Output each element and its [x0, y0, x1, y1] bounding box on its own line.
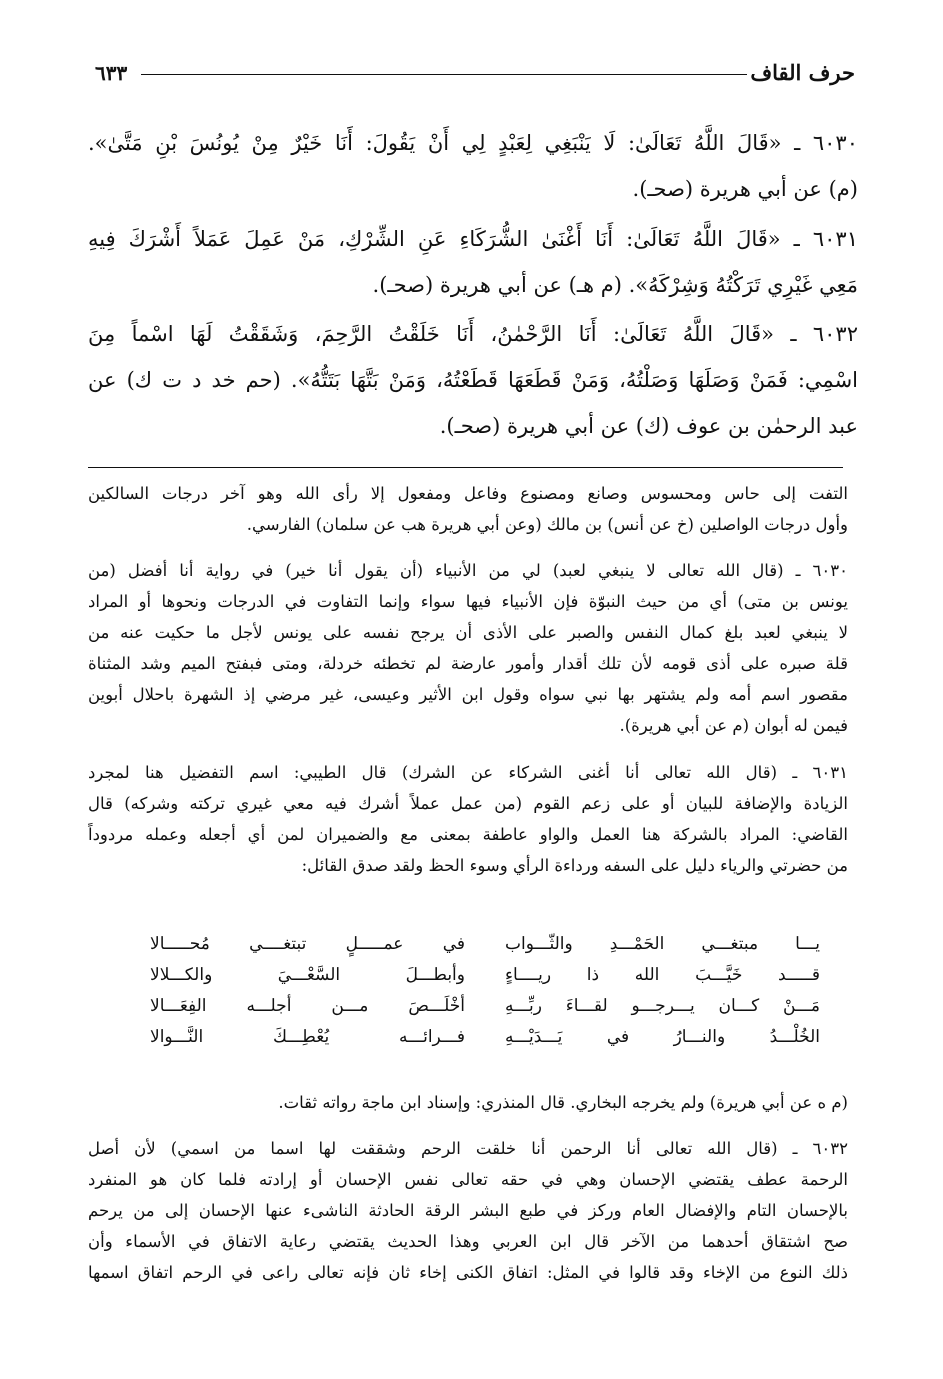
commentary-6032 [88, 1133, 848, 1288]
verse-right-hemistich: مَـــنْ كـــان يـــرجـــو لقـــاءَ ربِّـــهِ [505, 996, 820, 1016]
header-rule [141, 74, 747, 75]
commentary-line: فيمن له أبوان (م عن أبي هريرة). [619, 716, 848, 735]
hadith-6031 [88, 216, 858, 308]
verse-left-hemistich: وأبطـــلَ السَّعْـــيَ والكـــلالا [150, 965, 465, 985]
verse-right-hemistich: قـــــد خَيَّـــبَ الله ذا ريــــاءٍ [505, 965, 820, 985]
commentary-line: ٦٠٣٢ ـ (قال الله تعالى أنا الرحمن أنا خلقت الرحم وشققت لها اسما من اسمي) لأن أصل [88, 1139, 848, 1158]
chapter-title: حرف القاف [750, 60, 855, 85]
commentary-line: ٦٠٣١ ـ (قال الله تعالى أنا أغنى الشركاء عن الشرك) قال الطيبي: اسم التفضيل هنا لمجرد [88, 763, 848, 782]
commentary-line: مقصور اسم أمه ولم يشتهر بها نبي سواه وقول ابن الأثير وعيسى، غير مرضي إذ الشهرة باحلال أبوين [88, 685, 848, 704]
commentary-line: ٦٠٣٠ ـ (قال الله تعالى لا ينبغي لعبد) لي من الأنبياء (أن يقول أنا خير) في رواية أنا أفضل (من [88, 561, 848, 580]
verse-right-hemistich: يـــا مبتغـــي الحَمْـــدِ والثّـــواب [505, 934, 820, 954]
commentary-line: التفت إلى حاس ومحسوس وصانع ومصنوع وفاعل ومفعول إلا رأى الله وهو آخر درجات السالكين [88, 484, 848, 503]
hadith-text-line: ٦٠٣١ ـ «قَالَ اللَّهُ تَعَالَىٰ: أَنَا أَغْنَىٰ الشُّرَكَاءِ عَنِ الشِّرْكِ، مَنْ عَمِلَ عَمَلاً أَشْرَكَ فِيهِ [88, 227, 858, 251]
commentary-line: الزيادة والإضافة للبيان أو على زعم القوم (من عمل عملاً أشرك فيه معي غيري تركته وشركه) قال [88, 794, 848, 813]
commentary-continuation [88, 478, 848, 540]
commentary-line: (م ه عن أبي هريرة) ولم يخرجه البخاري. قال المنذري: وإسناد ابن ماجة رواته ثقات. [278, 1093, 848, 1112]
commentary-line: وأول درجات الواصلين (خ عن أنس) بن مالك (وعن أبي هريرة هب عن سلمان) الفارسي. [246, 515, 848, 534]
commentary-line: لا ينبغي لعبد بلغ كمال النفس والصبر على الأذى أن يرجح نفسه على يونس لأجل ما حكيت عنه من [88, 623, 848, 642]
hadith-source-line: (م) عن أبي هريرة (صحـ). [632, 177, 858, 201]
commentary-line: من حضرتي والرياء دليل على السفه ورداءة الرأي وسوء الحظ ولقد صدق القائل: [301, 856, 848, 875]
footnote-separator [88, 467, 843, 468]
commentary-line: يونس بن متى) أي من حيث النبوّة فإن الأنبياء فيها سواء وإنما التفاوت في الدرجات ونحوها أو المراد [88, 592, 848, 611]
page-number: ٦٣٣ [95, 61, 128, 85]
hadith-text-line: ٦٠٣٢ ـ «قَالَ اللَّهُ تَعَالَىٰ: أَنَا الرَّحْمٰنُ، أَنَا خَلَقْتُ الرَّحِمَ، وَشَقَقْتُ لَهَا اسْماً مِنَ [88, 322, 858, 346]
commentary-6031 [88, 757, 848, 881]
commentary-line: قلة صبره على أذى قومه لأن تلك أقدار وأمور عارضة لم تخطئه خردلة، ومتى فبفتح الميم وشد المثناة [88, 654, 848, 673]
commentary-6030 [88, 555, 848, 741]
hadith-source-line: عبد الرحمٰن بن عوف (ك) عن أبي هريرة (صحـ). [439, 414, 858, 438]
commentary-line: القاضي: المراد بالشركة هنا العمل والواو عاطفة بمعنى مع والضميران لمن أي أجعله وعمله مردوداً [88, 825, 848, 844]
hadith-text-line: ٦٠٣٠ ـ «قَالَ اللَّهُ تَعَالَىٰ: لَا يَنْبَغِي لِعَبْدٍ لِي أَنْ يَقُولَ: أَنَا خَيْرٌ مِنْ يُونُسَ بْنِ مَتَّىٰ». [88, 131, 858, 155]
verse-left-hemistich: في عمـــــلٍ تبتغــــي مُحـــــالا [150, 934, 465, 954]
commentary-line: الرحمة عطف يقتضي الإحسان وهي في حقه تعالى نفس الإحسان أو إرادته فلما كان هو المنفرد [88, 1170, 848, 1189]
commentary-line: بالإحسان التام والإفضال العام وركز في طبع البشر الرقة الحادثة الناشىء عنها الإحسان إلى من يرحم [88, 1201, 848, 1220]
page-header [95, 58, 855, 90]
hadith-text-line: مَعِي غَيْرِي تَرَكْتُهُ وَشِرْكَهُ». (م هـ) عن أبي هريرة (صحـ). [372, 273, 858, 297]
commentary-line: صح اشتقاق أحدهما من الآخر قال ابن العربي وهذا الحديث يقتضي رعاية الاتفاق في الأسماء وأن [88, 1232, 848, 1251]
verse-right-hemistich: الخُلْـــدُ والنـــارُ في يَـــدَيْـــهِ [505, 1027, 820, 1047]
hadith-text-line: اسْمِي: فَمَنْ وَصَلَهَا وَصَلْتُهُ، وَمَنْ قَطَعَهَا قَطَعْتُهُ، وَمَنْ بَتَّهَا بَتَتُّهُ». (حم خد د ت ك) عن [88, 368, 858, 392]
poem [150, 929, 820, 1053]
verse-left-hemistich: فـــرائـــه يُعْطِـــكَ النَّـــوالا [150, 1027, 465, 1047]
commentary-source-note [88, 1087, 848, 1118]
commentary-line: ذلك النوع من الإخاء وقد قالوا في المثل: اتفاق الكنى إخاء ثان فإنه تعالى راعى في الرحم اتفاق اسمها [88, 1263, 848, 1282]
poem-verse [150, 960, 820, 991]
hadith-6030 [88, 120, 858, 212]
verse-left-hemistich: أخْلَـــصَ مـــن أجلـــه الفِعَـــالا [150, 996, 465, 1016]
hadith-6032 [88, 311, 858, 449]
poem-verse [150, 929, 820, 960]
poem-verse [150, 991, 820, 1022]
poem-verse [150, 1022, 820, 1053]
